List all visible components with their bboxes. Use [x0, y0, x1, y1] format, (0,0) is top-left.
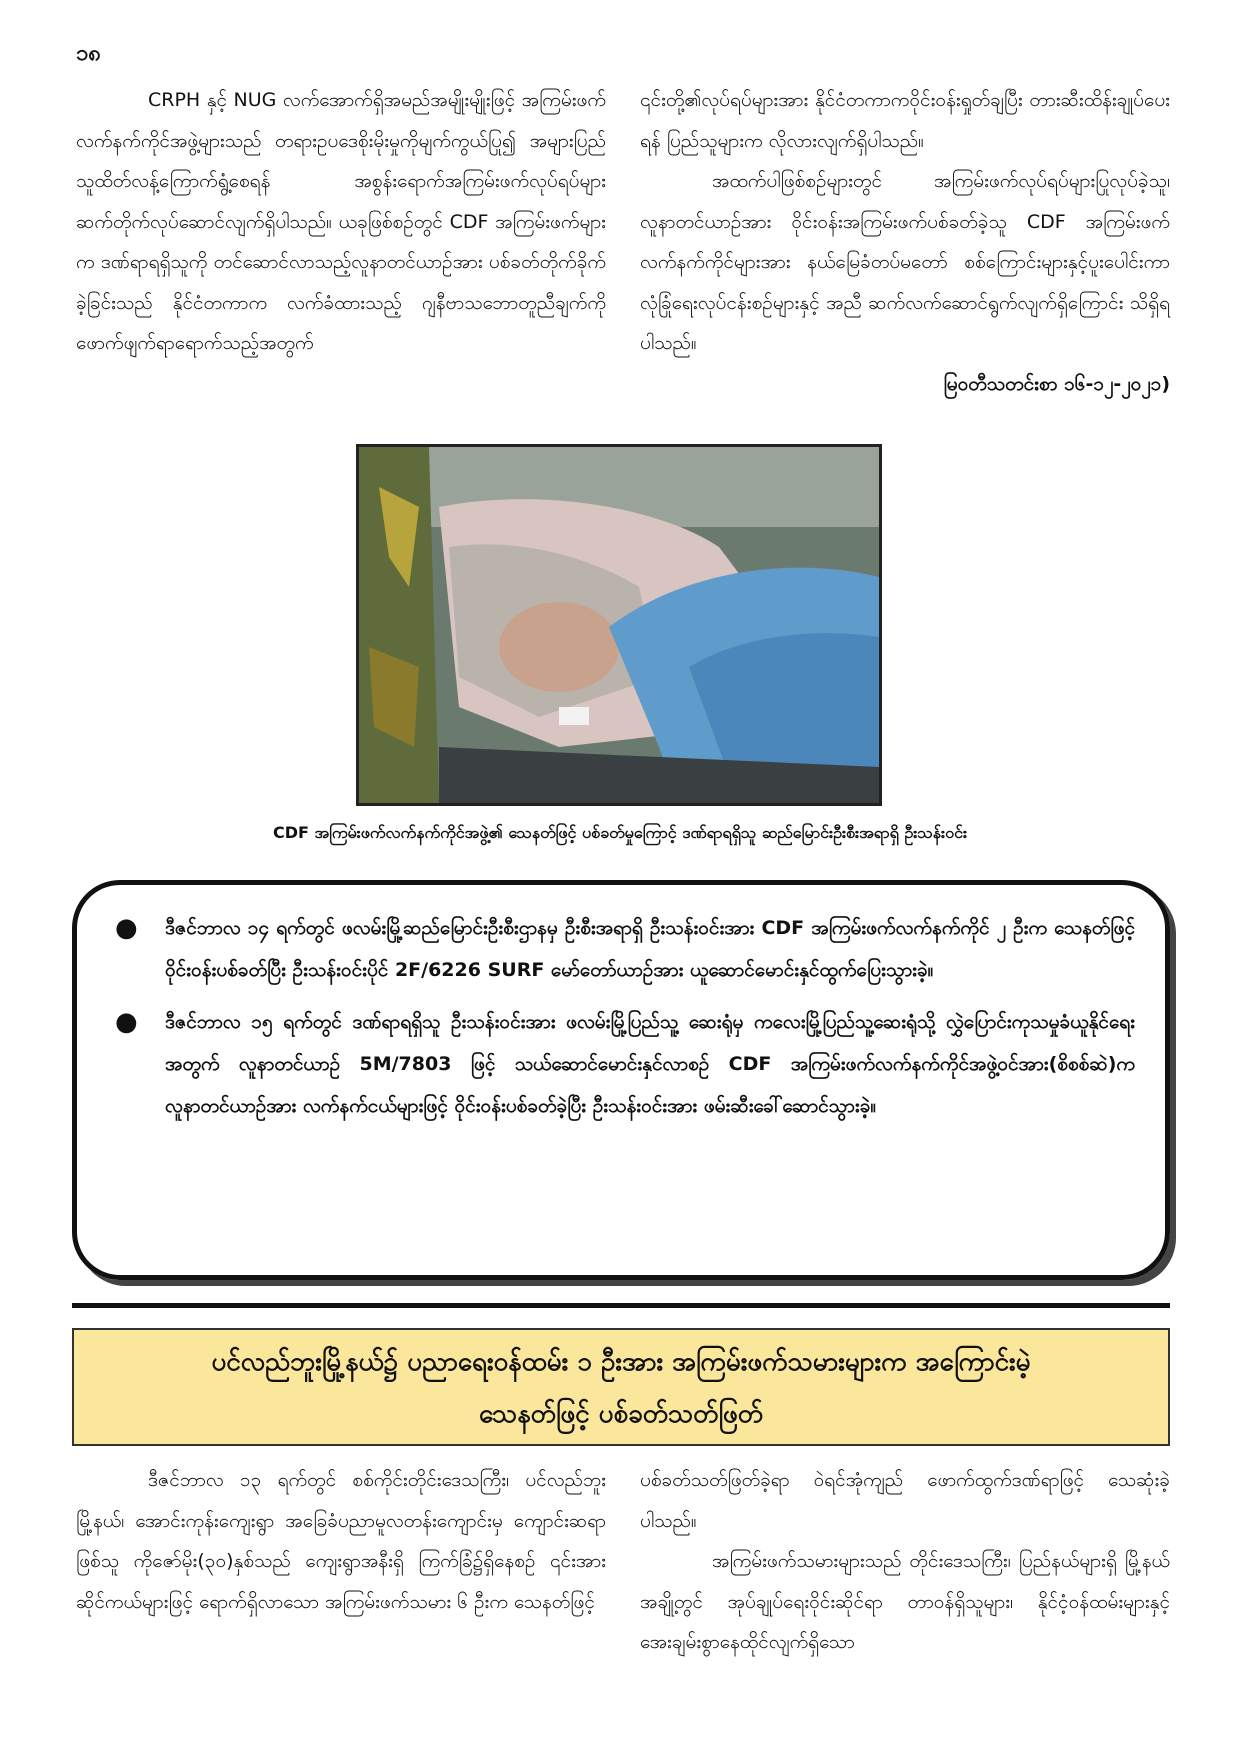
headline-line-1: ပင်လည်ဘူးမြို့နယ်၌ ပညာရေးဝန်ထမ်း ၁ ဦးအား အကြမ်းဖက်သမားများက အကြောင်းမဲ့	[211, 1347, 1031, 1377]
paragraph: ဒီဇင်ဘာလ ၁၃ ရက်တွင် စစ်ကိုင်းတိုင်းဒေသကြီး၊ ပင်လည်ဘူးမြို့နယ်၊ အောင်းကုန်းကျေးရွာ အခြေခံပညာမူလတန်းကျောင်းမှ ကျောင်းဆရာဖြစ်သူ ကိုဇော်မိုး(၃၀)နှစ်သည် ကျေးရွာအနီးရှိ ကြက်ခြံ၌ရှိနေစဉ် ၎င်းအား ဆိုင်ကယ်များဖြင့် ရောက်ရှိလာသော အကြမ်းဖက်သမား ၆ ဦးက သေနတ်ဖြင့်	[76, 1469, 606, 1613]
paragraph: အကြမ်းဖက်သမားများသည် တိုင်းဒေသကြီး၊ ပြည်နယ်များရှိ မြို့နယ်အချို့တွင် အုပ်ချုပ်ရေးဝိုင်းဆိုင်ရာ တာဝန်ရှိသူများ၊ နိုင်ငံ့ဝန်ထမ်းများနှင့် အေးချမ်းစွာနေထိုင်လျက်ရှိသော	[640, 1550, 1170, 1653]
photo-caption: CDF အကြမ်းဖက်လက်နက်ကိုင်အဖွဲ့၏ သေနတ်ဖြင့် ပစ်ခတ်မှုကြောင့် ဒဏ်ရာရရှိသူ ဆည်မြောင်းဦးစီးအရာရှိ ဦးသန်းဝင်း	[272, 823, 967, 842]
section-divider	[72, 1303, 1170, 1308]
news-photo	[356, 444, 882, 806]
article-headline	[72, 1328, 1170, 1446]
bullet-text: ဒီဇင်ဘာလ ၁၅ ရက်တွင် ဒဏ်ရာရရှိသူ ဦးသန်းဝင်းအား ဖလမ်းမြို့ပြည်သူ့ ဆေးရုံမှ ကလေးမြို့ပြည်သူ့ဆေးရုံသို့ လွှဲပြောင်းကုသမှုခံယူနိုင်ရေးအတွက် လူနာတင်ယာဉ် 5M/7803 ဖြင့် သယ်ဆောင်မောင်းနှင်လာစဉ် CDF အကြမ်းဖက်လက်နက်ကိုင်အဖွဲ့ဝင်အား(စိစစ်ဆဲ)က လူနာတင်ယာဉ်အား လက်နက်ငယ်များဖြင့် ဝိုင်းဝန်းပစ်ခတ်ခဲ့ပြီး ဦးသန်းဝင်းအား ဖမ်းဆီးခေါ်ဆောင်သွားခဲ့။	[165, 1011, 1135, 1117]
bullet-text: ဒီဇင်ဘာလ ၁၄ ရက်တွင် ဖလမ်းမြို့ဆည်မြောင်းဦးစီးဌာနမှ ဦးစီးအရာရှိ ဦးသန်းဝင်းအား CDF အကြမ်းဖက်လက်နက်ကိုင် ၂ ဦးက သေနတ်ဖြင့် ဝိုင်းဝန်းပစ်ခတ်ပြီး ဦးသန်းဝင်းပိုင် 2F/6226 SURF မော်တော်ယာဉ်အား ယူဆောင်မောင်းနှင်ထွက်ပြေးသွားခဲ့။	[165, 917, 1135, 981]
list-item	[107, 1001, 1135, 1127]
bullet-icon: ●	[115, 1007, 138, 1037]
page-number: ၁၈	[76, 41, 101, 66]
bullet-icon: ●	[115, 913, 138, 943]
source-citation: မြဝတီသတင်းစာ ၁၆-၁၂-၂၀၂၁)	[943, 372, 1170, 395]
list-item	[107, 907, 1135, 991]
article-column-top-left	[76, 80, 606, 364]
article-column-bottom-right	[640, 1460, 1170, 1663]
paragraph: ၎င်းတို့၏လုပ်ရပ်များအား နိုင်ငံတကာကဝိုင်းဝန်းရှုတ်ချပြီး တားဆီးထိန်းချုပ်ပေးရန် ပြည်သူများက လိုလားလျက်ရှိပါသည်။	[640, 89, 1170, 152]
article-column-bottom-left	[76, 1460, 606, 1622]
paragraph: အထက်ပါဖြစ်စဉ်များတွင် အကြမ်းဖက်လုပ်ရပ်များပြုလုပ်ခဲ့သူ၊ လူနာတင်ယာဉ်အား ဝိုင်းဝန်းအကြမ်းဖက်ပစ်ခတ်ခဲ့သူ CDF အကြမ်းဖက်လက်နက်ကိုင်များအား နယ်မြေခံတပ်မတော် စစ်ကြောင်းများနှင့်ပူးပေါင်းကာ လုံခြုံရေးလုပ်ငန်းစဉ်များနှင့် အညီ ဆက်လက်ဆောင်ရွက်လျက်ရှိကြောင်း သိရှိရပါသည်။	[640, 170, 1170, 354]
paragraph: CRPH နှင့် NUG လက်အောက်ရှိအမည်အမျိုးမျိုးဖြင့် အကြမ်းဖက်လက်နက်ကိုင်အဖွဲ့များသည် တရားဥပဒေစိုးမိုးမှုကိုမျက်ကွယ်ပြု၍ အများပြည်သူထိတ်လန့်ကြောက်ရွံ့စေရန် အစွန်းရောက်အကြမ်းဖက်လုပ်ရပ်များ ဆက်တိုက်လုပ်ဆောင်လျက်ရှိပါသည်။ ယခုဖြစ်စဉ်တွင် CDF အကြမ်းဖက်များက ဒဏ်ရာရရှိသူကို တင်ဆောင်လာသည့်လူနာတင်ယာဉ်အား ပစ်ခတ်တိုက်ခိုက်ခဲ့ခြင်းသည် နိုင်ငံတကာက လက်ခံထားသည့် ဂျနီဗာသဘောတူညီချက်ကို ဖောက်ဖျက်ရာရောက်သည့်အတွက်	[76, 89, 606, 354]
paragraph: ပစ်ခတ်သတ်ဖြတ်ခဲ့ရာ ဝဲရင်အုံကျည် ဖောက်ထွက်ဒဏ်ရာဖြင့် သေဆုံးခဲ့ပါသည်။	[640, 1469, 1170, 1532]
headline-line-2: သေနတ်ဖြင့် ပစ်ခတ်သတ်ဖြတ်	[478, 1399, 764, 1429]
injured-person-photo	[359, 447, 879, 803]
article-column-top-right	[640, 80, 1170, 404]
bullet-summary-box	[72, 880, 1170, 1280]
